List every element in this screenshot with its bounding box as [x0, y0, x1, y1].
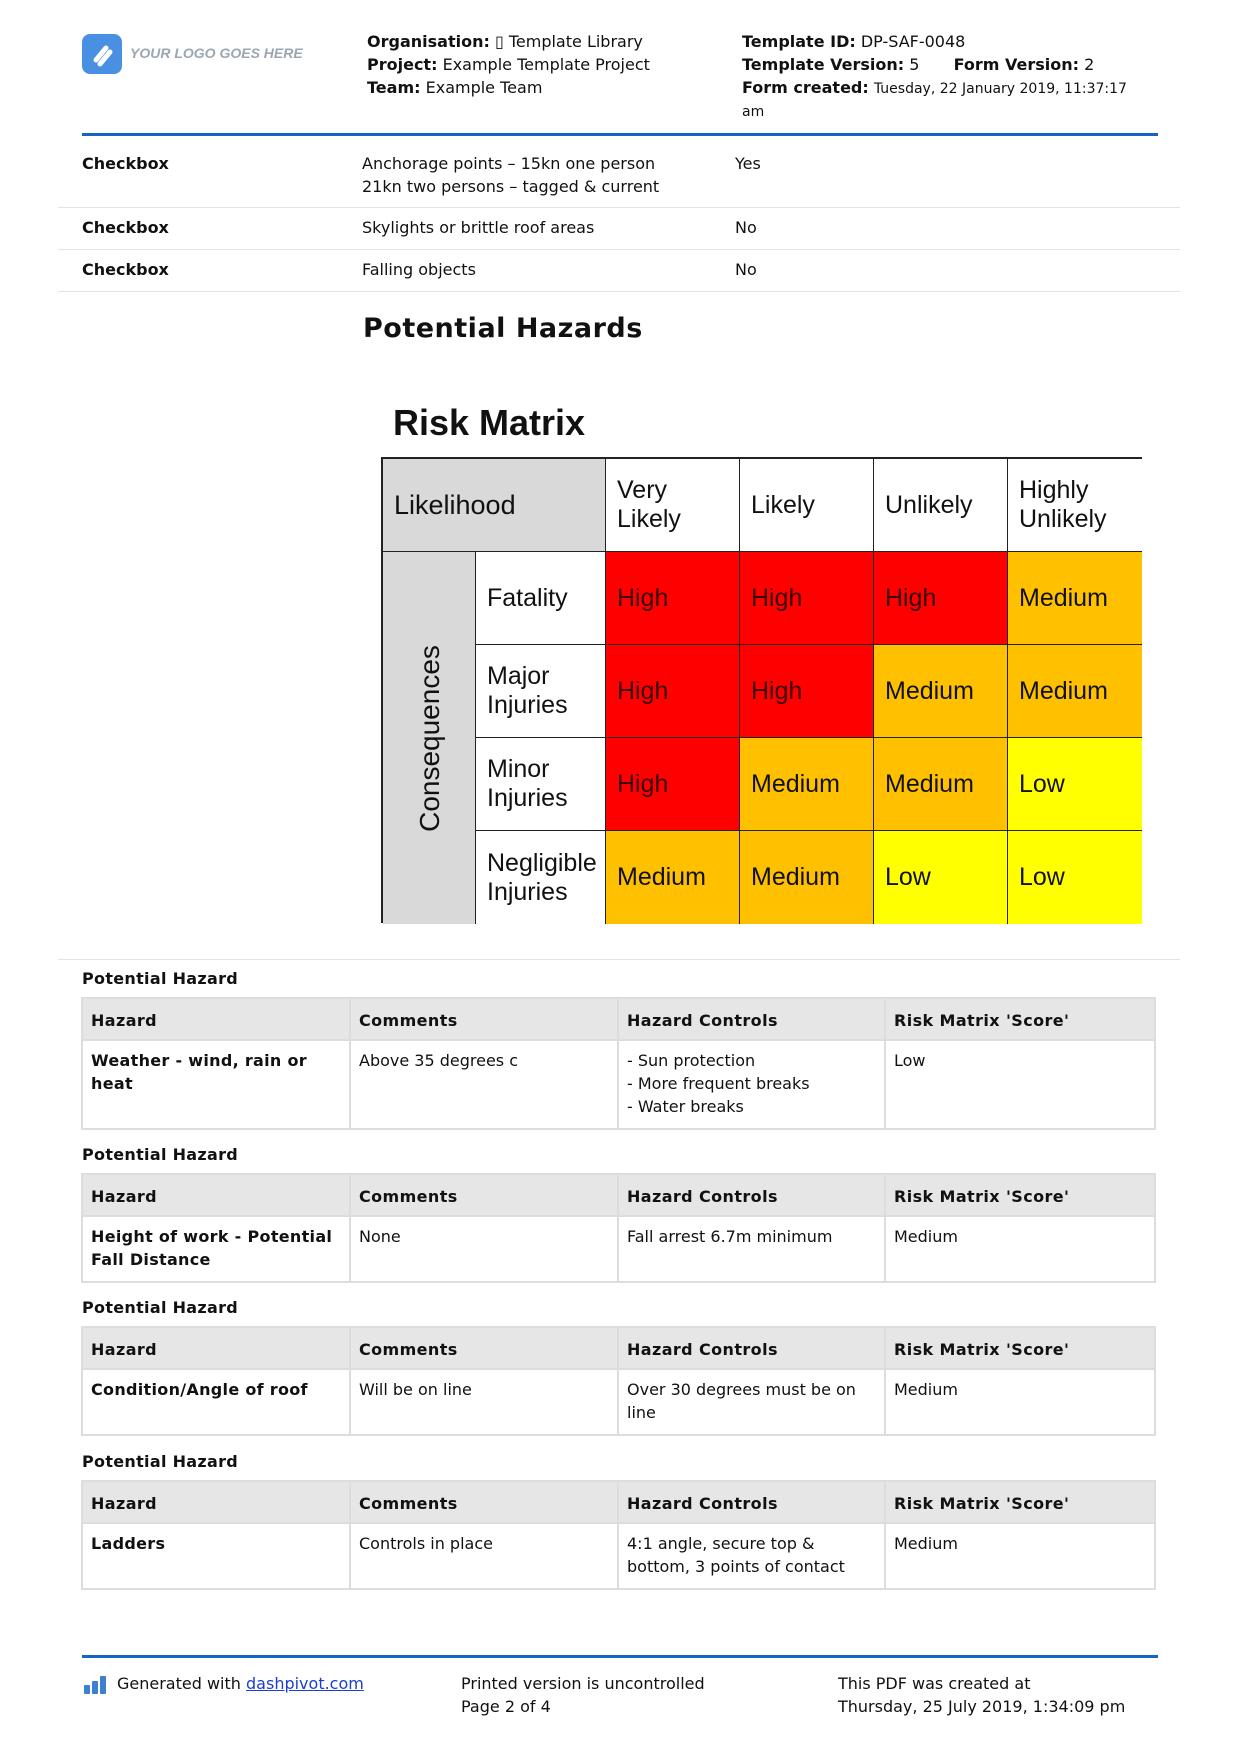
checkbox-label: Checkbox [82, 154, 169, 173]
column-header: Risk Matrix 'Score' [894, 1187, 1070, 1206]
form-created-value: Tuesday, 22 January 2019, 11:37:17 [873, 81, 1127, 97]
column-header: Risk Matrix 'Score' [894, 1011, 1070, 1030]
template-id-value: DP-SAF-0048 [860, 32, 966, 51]
header-template-block [742, 30, 1127, 124]
company-logo [82, 32, 312, 77]
hazard-table-header [83, 1175, 1154, 1215]
row-divider [58, 249, 1180, 250]
footer-pdf-created [838, 1672, 1125, 1718]
checkbox-label: Checkbox [82, 218, 169, 237]
risk-matrix-title: Risk Matrix [393, 402, 586, 443]
consequences-header [383, 552, 476, 924]
form-version-value: 2 [1084, 55, 1095, 74]
section-title: Potential Hazards [363, 313, 643, 344]
organisation-label: Organisation: [367, 32, 490, 51]
hazard-comments: Above 35 degrees c [351, 1041, 619, 1128]
hazard-controls [619, 1217, 886, 1281]
logo-mark-icon [82, 34, 122, 74]
hazard-table-header [83, 1482, 1154, 1522]
column-header: Hazard Controls [619, 1175, 886, 1216]
column-header: Comments [351, 999, 619, 1040]
risk-cell: High [606, 645, 740, 738]
template-version-value: 5 [909, 55, 920, 74]
consequence-row-header: Major Injuries [476, 645, 606, 738]
checkbox-description [362, 258, 476, 281]
risk-cell: High [606, 738, 740, 831]
consequence-row-header: Fatality [476, 552, 606, 645]
risk-cell: Medium [874, 738, 1008, 831]
column-header: Hazard Controls [619, 1482, 886, 1523]
project-label: Project: [367, 55, 438, 74]
likelihood-col-header: Highly Unlikely [1008, 459, 1142, 552]
consequence-row-header: Negligible Injuries [476, 831, 606, 924]
hazard-row [83, 1215, 1154, 1281]
column-header: Hazard [83, 999, 351, 1040]
form-created-label: Form created: [742, 78, 869, 97]
column-header: Hazard Controls [619, 1328, 886, 1369]
checkbox-description-line: Skylights or brittle roof areas [362, 218, 595, 237]
project-value: Example Template Project [442, 55, 650, 74]
hazard-score: Medium [894, 1227, 958, 1246]
column-header: Hazard [83, 1175, 351, 1216]
potential-hazard-label: Potential Hazard [82, 1145, 239, 1164]
hazard-control-item: Fall arrest 6.7m minimum [627, 1227, 833, 1246]
consequences-label: Consequences [413, 644, 445, 832]
risk-cell: Medium [740, 831, 874, 924]
risk-cell: High [874, 552, 1008, 645]
generated-prefix: Generated with [117, 1674, 241, 1693]
risk-cell: Low [1008, 738, 1142, 831]
team-label: Team: [367, 78, 421, 97]
checkbox-description-line: Anchorage points – 15kn one person [362, 154, 656, 173]
hazard-score: Medium [894, 1534, 958, 1553]
hazard-table-header [83, 999, 1154, 1039]
hazard-row [83, 1522, 1154, 1588]
column-header: Comments [351, 1328, 619, 1369]
page-number: Page 2 of 4 [461, 1697, 551, 1716]
template-version-label: Template Version: [742, 55, 905, 74]
risk-cell: Medium [606, 831, 740, 924]
uncontrolled-notice: Printed version is uncontrolled [461, 1674, 705, 1693]
risk-cell: Medium [740, 738, 874, 831]
checkbox-description-line: 21kn two persons – tagged & current [362, 177, 660, 196]
row-divider [58, 959, 1180, 960]
hazard-name: Ladders [83, 1524, 351, 1588]
hazard-table [81, 1173, 1156, 1283]
hazard-name: Height of work - Potential Fall Distance [83, 1217, 351, 1281]
checkbox-value: No [735, 260, 757, 279]
column-header: Risk Matrix 'Score' [894, 1340, 1070, 1359]
hazard-table [81, 997, 1156, 1130]
hazard-table-header [83, 1328, 1154, 1368]
form-created-suffix: am [742, 104, 765, 120]
risk-cell: High [740, 645, 874, 738]
hazard-controls [619, 1370, 886, 1434]
row-divider [58, 207, 1180, 208]
pdf-created-label: This PDF was created at [838, 1674, 1031, 1693]
hazard-control-item: 4:1 angle, secure top & bottom, 3 points of contact [627, 1534, 845, 1576]
hazard-score: Low [894, 1051, 926, 1070]
dashpivot-link[interactable]: dashpivot.com [246, 1674, 364, 1693]
checkbox-value: No [735, 218, 757, 237]
hazard-score: Medium [894, 1380, 958, 1399]
organisation-value: ▯ Template Library [494, 32, 643, 51]
hazard-comments: None [351, 1217, 619, 1281]
header-org-block [367, 30, 650, 99]
risk-cell: Medium [874, 645, 1008, 738]
hazard-row [83, 1368, 1154, 1434]
hazard-comments: Controls in place [351, 1524, 619, 1588]
hazard-control-item: - Sun protection [627, 1051, 756, 1070]
potential-hazard-label: Potential Hazard [82, 1298, 239, 1317]
hazard-controls [619, 1041, 886, 1128]
hazard-control-item: Over 30 degrees must be on line [627, 1380, 856, 1422]
row-divider [58, 291, 1180, 292]
form-version-label: Form Version: [953, 55, 1080, 74]
likelihood-col-header: Likely [740, 459, 874, 552]
header-divider [82, 133, 1158, 136]
hazard-control-item: - Water breaks [627, 1097, 744, 1116]
checkbox-label: Checkbox [82, 260, 169, 279]
risk-matrix-grid [381, 457, 1142, 923]
hazard-comments: Will be on line [351, 1370, 619, 1434]
hazard-controls [619, 1524, 886, 1588]
likelihood-header: Likelihood [383, 459, 606, 552]
hazard-control-item: - More frequent breaks [627, 1074, 810, 1093]
dashpivot-bars-icon [84, 1676, 110, 1694]
column-header: Hazard [83, 1328, 351, 1369]
footer-divider [82, 1655, 1158, 1658]
risk-cell: Medium [1008, 645, 1142, 738]
checkbox-description [362, 216, 594, 239]
potential-hazard-label: Potential Hazard [82, 1452, 239, 1471]
risk-cell: Medium [1008, 552, 1142, 645]
risk-cell: High [740, 552, 874, 645]
consequence-row-header: Minor Injuries [476, 738, 606, 831]
risk-cell: High [606, 552, 740, 645]
hazard-table [81, 1326, 1156, 1436]
checkbox-description [362, 152, 659, 198]
potential-hazard-label: Potential Hazard [82, 969, 239, 988]
hazard-name: Weather - wind, rain or heat [83, 1041, 351, 1128]
column-header: Risk Matrix 'Score' [894, 1494, 1070, 1513]
likelihood-col-header: Unlikely [874, 459, 1008, 552]
checkbox-value: Yes [735, 154, 761, 173]
footer-generated [117, 1672, 364, 1695]
likelihood-col-header: Very Likely [606, 459, 740, 552]
template-id-label: Template ID: [742, 32, 856, 51]
column-header: Comments [351, 1482, 619, 1523]
hazard-table [81, 1480, 1156, 1590]
footer-uncontrolled [461, 1672, 705, 1718]
column-header: Hazard [83, 1482, 351, 1523]
column-header: Comments [351, 1175, 619, 1216]
column-header: Hazard Controls [619, 999, 886, 1040]
hazard-name: Condition/Angle of roof [83, 1370, 351, 1434]
team-value: Example Team [425, 78, 543, 97]
hazard-row [83, 1039, 1154, 1128]
logo-text: YOUR LOGO GOES HERE [130, 45, 303, 61]
checkbox-description-line: Falling objects [362, 260, 476, 279]
risk-cell: Low [1008, 831, 1142, 924]
pdf-created-value: Thursday, 25 July 2019, 1:34:09 pm [838, 1697, 1126, 1716]
risk-cell: Low [874, 831, 1008, 924]
